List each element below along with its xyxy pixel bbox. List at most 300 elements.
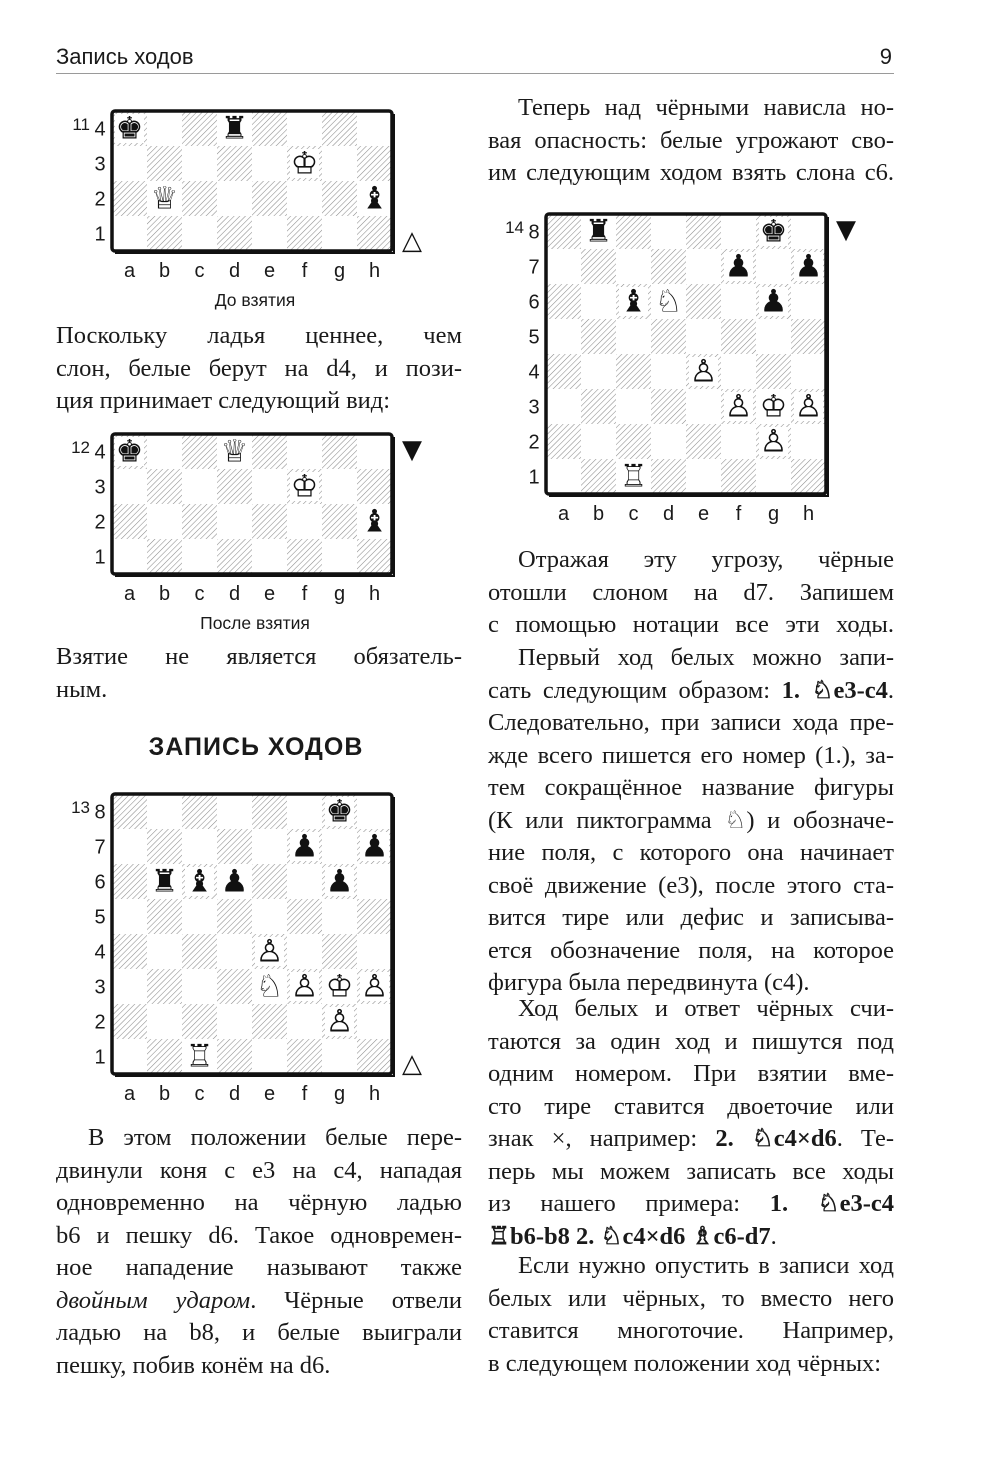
black-bishop-h2: ♝: [360, 180, 389, 217]
white-pawn-g2: ♙: [759, 423, 788, 460]
dark-square: [112, 934, 147, 969]
light-square: [182, 539, 217, 574]
diagram-number: 13: [71, 798, 90, 817]
rank-label: 8: [528, 221, 540, 244]
light-square: [357, 434, 392, 469]
text-line: своё движение (е3), после этого ста-: [488, 871, 894, 899]
light-square: [252, 829, 287, 864]
light-square: [357, 934, 392, 969]
file-label: g: [333, 260, 346, 282]
rank-label: 2: [94, 511, 106, 534]
light-square: [147, 111, 182, 146]
file-label: b: [592, 503, 605, 525]
rank-label: 7: [94, 836, 106, 859]
text-line: Поскольку ладья ценнее, чем: [56, 322, 462, 349]
black-bishop-h2: ♝: [360, 503, 389, 540]
rank-label: 4: [94, 441, 106, 464]
text-line: ным.: [56, 675, 108, 703]
text-line: Следовательно, при записи хода пре-: [488, 709, 894, 736]
rank-label: 4: [94, 941, 106, 964]
dark-square: [182, 111, 217, 146]
file-label: e: [263, 260, 276, 282]
dark-square: [217, 539, 252, 574]
black-king-g8: ♚: [325, 793, 354, 830]
white-pawn-g2: ♙: [325, 1003, 354, 1040]
dark-square: [147, 539, 182, 574]
chess-diagram-14: [494, 210, 874, 535]
dark-square: [147, 969, 182, 1004]
light-square: [217, 181, 252, 216]
rank-label: 2: [94, 1011, 106, 1034]
emphasis-term: двойным ударом: [56, 1286, 251, 1314]
page-number: 9: [879, 44, 892, 69]
light-square: [287, 934, 322, 969]
rank-label: 3: [94, 976, 106, 999]
light-square: [322, 539, 357, 574]
knight-icon: ♘: [724, 806, 747, 834]
file-label: f: [301, 583, 308, 605]
light-square: [651, 214, 686, 249]
dark-square: [182, 504, 217, 539]
light-square: [651, 354, 686, 389]
file-label: c: [628, 503, 639, 525]
text-line: с помощью нотации все эти ходы.: [488, 611, 894, 638]
dark-square: [182, 794, 217, 829]
light-square: [791, 284, 826, 319]
light-square: [287, 111, 322, 146]
light-square: [322, 1039, 357, 1074]
light-square: [252, 1039, 287, 1074]
file-label: c: [194, 583, 205, 605]
rank-label: 1: [94, 223, 106, 246]
section-heading: ЗАПИСЬ ХОДОВ: [148, 733, 364, 761]
dark-square: [791, 319, 826, 354]
light-square: [147, 504, 182, 539]
light-square: [252, 216, 287, 251]
light-square: [756, 249, 791, 284]
white-pawn-e4: ♙: [689, 353, 718, 390]
text-line: отошли слоном на d7. Запишем: [488, 578, 894, 606]
light-square: [546, 249, 581, 284]
white-queen-b2: ♕: [150, 180, 179, 217]
white-to-move-marker: △: [402, 1049, 422, 1079]
dark-square: [686, 284, 721, 319]
light-square: [581, 354, 616, 389]
text-line: двойным ударом. Чёрные отвели: [56, 1286, 462, 1314]
dark-square: [112, 1004, 147, 1039]
rank-label: 6: [94, 871, 106, 894]
file-label: d: [662, 503, 675, 525]
dark-square: [252, 794, 287, 829]
dark-square: [322, 504, 357, 539]
file-label: c: [194, 1083, 205, 1105]
chess-diagram-12: [60, 430, 420, 615]
light-square: [546, 459, 581, 494]
light-square: [581, 424, 616, 459]
white-queen-d4: ♕: [220, 433, 249, 470]
text-line: одним номером. При взятии вме-: [488, 1060, 894, 1087]
rank-label: 5: [94, 906, 106, 929]
black-pawn-d6: ♟: [220, 863, 249, 900]
dark-square: [287, 1039, 322, 1074]
file-label: a: [123, 1083, 136, 1105]
move-notation: 2. ♘c4×d6: [715, 1125, 837, 1152]
light-square: [721, 284, 756, 319]
text-line: им следующим ходом взять слона с6.: [488, 159, 894, 186]
light-square: [546, 319, 581, 354]
file-label: d: [228, 260, 241, 282]
white-king-g3: ♔: [759, 388, 788, 425]
light-square: [791, 214, 826, 249]
text-line: в следующем положении ход чёрных:: [488, 1349, 882, 1377]
rank-label: 6: [528, 291, 540, 314]
file-label: h: [802, 503, 815, 525]
text-line: фигура была передвинута (с4).: [488, 969, 810, 996]
black-king-a4: ♚: [115, 433, 144, 470]
black-king-g8: ♚: [759, 213, 788, 250]
file-label: d: [228, 583, 241, 605]
dark-square: [756, 354, 791, 389]
dark-square: [357, 1039, 392, 1074]
dark-square: [217, 829, 252, 864]
white-pawn-h3: ♙: [360, 968, 389, 1005]
rank-label: 3: [528, 396, 540, 419]
dark-square: [252, 111, 287, 146]
file-label: c: [194, 260, 205, 282]
diagram-12-caption: После взятия: [200, 613, 310, 633]
move-notation: 1. ♘e3-c4: [769, 1190, 894, 1217]
black-pawn-f7: ♟: [290, 828, 319, 865]
dark-square: [252, 504, 287, 539]
light-square: [791, 354, 826, 389]
text-line: перь мы можем записать все ходы: [488, 1157, 894, 1185]
text-line: Первый ход белых можно запи-: [518, 644, 894, 671]
light-square: [721, 214, 756, 249]
dark-square: [581, 249, 616, 284]
light-square: [287, 794, 322, 829]
running-header-title: Запись ходов: [56, 44, 194, 69]
light-square: [252, 469, 287, 504]
file-label: f: [301, 260, 308, 282]
light-square: [217, 1004, 252, 1039]
paragraph-notation-explained: [488, 642, 894, 1000]
light-square: [112, 146, 147, 181]
text-line: ется обозначение поля, на которое: [488, 936, 894, 964]
text-line: Ход белых и ответ чёрных счи-: [518, 995, 894, 1022]
dark-square: [581, 459, 616, 494]
text-line: тем сокращённое название фигуры: [488, 774, 894, 801]
paragraph-new-threat: [488, 92, 894, 190]
file-label: h: [368, 583, 381, 605]
rank-label: 1: [94, 1046, 106, 1069]
light-square: [182, 216, 217, 251]
dark-square: [252, 864, 287, 899]
light-square: [322, 899, 357, 934]
dark-square: [721, 319, 756, 354]
black-king-a4: ♚: [115, 110, 144, 147]
diagram-number: 11: [72, 115, 90, 134]
dark-square: [651, 319, 686, 354]
text-line: В этом положении белые пере-: [88, 1124, 462, 1151]
light-square: [756, 459, 791, 494]
text-line: пешку, побив конём на d6.: [56, 1351, 331, 1379]
light-square: [686, 249, 721, 284]
text-line: ладью на b8, и белые выиграли: [56, 1319, 462, 1346]
rank-label: 1: [528, 466, 540, 489]
text-line: слон, белые берут на d4, и пози-: [56, 354, 462, 382]
light-square: [357, 794, 392, 829]
file-label: g: [333, 583, 346, 605]
text-line: жде всего пишется его номер (1.), за-: [488, 741, 894, 769]
text-line: Отражая эту угрозу, чёрные: [518, 546, 894, 573]
light-square: [322, 216, 357, 251]
dark-square: [357, 146, 392, 181]
light-square: [616, 319, 651, 354]
dark-square: [147, 216, 182, 251]
white-king-f3: ♔: [290, 145, 319, 182]
file-label: a: [123, 583, 136, 605]
dark-square: [546, 354, 581, 389]
white-rook-c1: ♖: [185, 1038, 214, 1075]
text-line: ♖b6-b8 2. ♘c4×d6 ♗c6-d7.: [488, 1222, 777, 1250]
light-square: [182, 469, 217, 504]
white-pawn-f3: ♙: [724, 388, 753, 425]
dark-square: [182, 181, 217, 216]
white-pawn-e4: ♙: [255, 933, 284, 970]
text-line: таются за один ход и пишутся под: [488, 1027, 894, 1055]
dark-square: [357, 469, 392, 504]
chess-diagram-11: [60, 107, 420, 292]
black-rook-b8: ♜: [584, 213, 613, 250]
white-pawn-h3: ♙: [794, 388, 823, 425]
white-knight-e3: ♘: [255, 968, 284, 1005]
light-square: [357, 864, 392, 899]
light-square: [322, 146, 357, 181]
dark-square: [791, 459, 826, 494]
file-label: d: [228, 1083, 241, 1105]
light-square: [147, 434, 182, 469]
light-square: [686, 319, 721, 354]
dark-square: [581, 389, 616, 424]
paragraph-double-attack: [56, 1122, 462, 1382]
light-square: [112, 899, 147, 934]
text-line: b6 и пешку d6. Такое одновремен-: [56, 1221, 462, 1249]
rank-label: 8: [94, 801, 106, 824]
light-square: [546, 389, 581, 424]
dark-square: [217, 1039, 252, 1074]
file-label: h: [368, 1083, 381, 1105]
paragraph-move-pairs: [488, 993, 894, 1253]
dark-square: [147, 899, 182, 934]
dark-square: [287, 216, 322, 251]
text-line: Теперь над чёрными нависла но-: [518, 94, 894, 121]
rank-label: 1: [94, 546, 106, 569]
rank-label: 4: [528, 361, 540, 384]
text-line: ние поля, с которого она начинает: [488, 839, 894, 866]
dark-square: [217, 969, 252, 1004]
diagram-11-caption: До взятия: [214, 290, 296, 310]
white-pawn-f3: ♙: [290, 968, 319, 1005]
light-square: [287, 181, 322, 216]
dark-square: [217, 899, 252, 934]
file-label: f: [735, 503, 742, 525]
light-square: [217, 934, 252, 969]
black-to-move-marker: ▼: [402, 435, 422, 465]
dark-square: [217, 146, 252, 181]
file-label: f: [301, 1083, 308, 1105]
dark-square: [287, 539, 322, 574]
file-label: g: [767, 503, 780, 525]
dark-square: [217, 469, 252, 504]
rank-label: 3: [94, 476, 106, 499]
dark-square: [651, 459, 686, 494]
text-line: одновременно на чёрную ладью: [56, 1189, 462, 1216]
light-square: [112, 969, 147, 1004]
text-line: (К или пиктограмма ♘) и обозначе-: [488, 806, 894, 834]
dark-square: [252, 434, 287, 469]
move-notation: 1. ♘e3-c4: [781, 676, 888, 704]
text-line: ставится многоточие. Например,: [488, 1317, 894, 1344]
file-label: e: [697, 503, 710, 525]
text-line: из нашего примера: 1. ♘e3-c4: [488, 1190, 894, 1217]
light-square: [721, 354, 756, 389]
white-knight-d6: ♘: [654, 283, 683, 320]
file-label: b: [158, 260, 171, 282]
dark-square: [686, 214, 721, 249]
dark-square: [112, 864, 147, 899]
diagram-number: 12: [71, 438, 90, 457]
dark-square: [147, 146, 182, 181]
dark-square: [182, 1004, 217, 1039]
dark-square: [616, 214, 651, 249]
light-square: [651, 424, 686, 459]
light-square: [686, 389, 721, 424]
file-label: b: [158, 1083, 171, 1105]
light-square: [112, 1039, 147, 1074]
dark-square: [546, 284, 581, 319]
dark-square: [721, 459, 756, 494]
rank-label: 3: [94, 153, 106, 176]
light-square: [182, 829, 217, 864]
file-label: e: [263, 1083, 276, 1105]
light-square: [252, 146, 287, 181]
paragraph-omit-move: [488, 1250, 894, 1380]
light-square: [147, 1004, 182, 1039]
white-rook-c1: ♖: [619, 458, 648, 495]
dark-square: [357, 216, 392, 251]
black-pawn-h7: ♟: [794, 248, 823, 285]
light-square: [147, 934, 182, 969]
dark-square: [252, 1004, 287, 1039]
dark-square: [322, 111, 357, 146]
chess-diagram-13: [60, 790, 420, 1115]
dark-square: [357, 539, 392, 574]
light-square: [287, 1004, 322, 1039]
dark-square: [182, 434, 217, 469]
diagram-number: 14: [505, 218, 524, 237]
dark-square: [651, 389, 686, 424]
rank-label: 2: [94, 188, 106, 211]
black-pawn-f7: ♟: [724, 248, 753, 285]
light-square: [112, 469, 147, 504]
dark-square: [322, 934, 357, 969]
file-label: a: [557, 503, 570, 525]
paragraph-black-retreat: [488, 544, 894, 642]
dark-square: [112, 181, 147, 216]
rank-label: 7: [528, 256, 540, 279]
text-line: белых или чёрных, то вместо него: [488, 1284, 894, 1312]
light-square: [791, 424, 826, 459]
text-line: ное нападение называют также: [56, 1254, 462, 1281]
light-square: [756, 319, 791, 354]
black-rook-b6: ♜: [150, 863, 179, 900]
dark-square: [686, 424, 721, 459]
dark-square: [112, 504, 147, 539]
text-line: сать следующим образом: 1. ♘e3-c4.: [488, 676, 894, 704]
file-label: a: [123, 260, 136, 282]
dark-square: [651, 249, 686, 284]
light-square: [112, 539, 147, 574]
light-square: [357, 1004, 392, 1039]
file-label: b: [158, 583, 171, 605]
dark-square: [182, 934, 217, 969]
dark-square: [252, 181, 287, 216]
white-king-f3: ♔: [290, 468, 319, 505]
black-pawn-g6: ♟: [325, 863, 354, 900]
light-square: [182, 899, 217, 934]
dark-square: [147, 469, 182, 504]
black-bishop-c6: ♝: [619, 283, 648, 320]
text-line: вится тире или дефис и записыва-: [488, 904, 894, 931]
text-line: Если нужно опустить в записи ход: [518, 1252, 894, 1279]
white-to-move-marker: △: [402, 226, 422, 256]
black-pawn-g6: ♟: [759, 283, 788, 320]
file-label: e: [263, 583, 276, 605]
header-divider: [56, 73, 894, 74]
file-label: h: [368, 260, 381, 282]
text-line: вая опасность: белые угрожают сво-: [488, 126, 894, 154]
light-square: [581, 284, 616, 319]
dark-square: [322, 434, 357, 469]
dark-square: [147, 1039, 182, 1074]
light-square: [112, 216, 147, 251]
black-to-move-marker: ▼: [836, 215, 856, 245]
white-king-g3: ♔: [325, 968, 354, 1005]
rank-label: 2: [528, 431, 540, 454]
light-square: [217, 794, 252, 829]
light-square: [287, 434, 322, 469]
dark-square: [616, 354, 651, 389]
light-square: [252, 899, 287, 934]
text-line: сто тире ставится двоеточие или: [488, 1092, 894, 1120]
dark-square: [546, 424, 581, 459]
dark-square: [287, 899, 322, 934]
light-square: [686, 459, 721, 494]
black-bishop-c6: ♝: [185, 863, 214, 900]
dark-square: [217, 216, 252, 251]
light-square: [616, 249, 651, 284]
black-pawn-h7: ♟: [360, 828, 389, 865]
file-label: g: [333, 1083, 346, 1105]
light-square: [616, 389, 651, 424]
text-line: знак ×, например: 2. ♘c4×d6. Те-: [488, 1125, 894, 1152]
rank-label: 4: [94, 118, 106, 141]
move-notation: ♖b6-b8 2. ♘c4×d6 ♗c6-d7: [488, 1222, 771, 1250]
text-line: Взятие не является обязатель-: [56, 643, 462, 670]
light-square: [112, 829, 147, 864]
dark-square: [322, 181, 357, 216]
light-square: [322, 829, 357, 864]
